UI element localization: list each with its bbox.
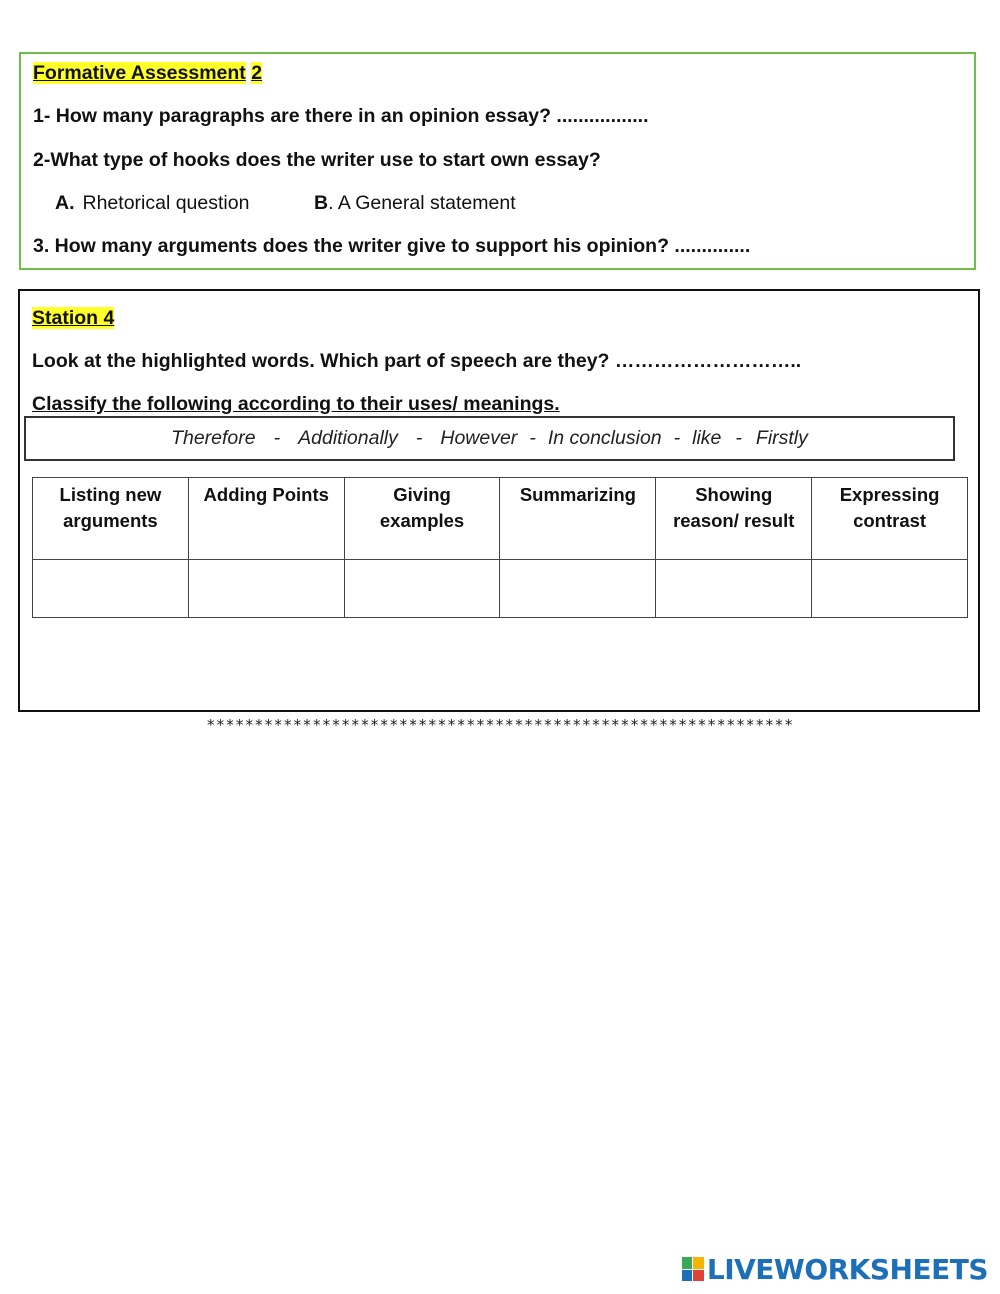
question-1: 1- How many paragraphs are there in an opinion essay? ................. xyxy=(33,105,649,127)
station-instruction-2: Classify the following according to their uses/ meanings. xyxy=(32,393,560,415)
word-item[interactable]: In conclusion xyxy=(547,427,662,449)
word-item[interactable]: Firstly xyxy=(755,427,808,449)
classification-table xyxy=(32,477,968,618)
option-a-text: Rhetorical question xyxy=(82,192,250,214)
answer-cell-listing[interactable] xyxy=(33,560,189,618)
option-a[interactable] xyxy=(55,192,249,215)
header-listing: Listing new arguments xyxy=(33,478,189,560)
word-separator: - xyxy=(415,427,423,449)
station-title-text: Station 4 xyxy=(32,307,115,329)
option-b[interactable] xyxy=(314,192,516,215)
liveworksheets-logo xyxy=(682,1252,988,1286)
table-header-row xyxy=(33,478,968,560)
answer-cell-giving[interactable] xyxy=(344,560,500,618)
star-divider: ************************************************************* xyxy=(206,716,794,734)
station-4-box xyxy=(18,289,980,712)
formative-title-text: Formative Assessment xyxy=(33,62,246,84)
answer-cell-summarizing[interactable] xyxy=(500,560,656,618)
answer-cell-showing[interactable] xyxy=(656,560,812,618)
word-separator: - xyxy=(673,427,681,449)
word-item[interactable]: like xyxy=(692,427,722,449)
option-b-text: . A General statement xyxy=(328,192,516,214)
header-adding: Adding Points xyxy=(188,478,344,560)
logo-mark-icon xyxy=(682,1257,704,1281)
formative-title-number: 2 xyxy=(251,62,263,84)
answer-cell-expressing[interactable] xyxy=(812,560,968,618)
formative-assessment-box xyxy=(19,52,976,270)
word-item[interactable]: However xyxy=(440,427,518,449)
word-separator: - xyxy=(529,427,536,449)
header-expressing: Expressing contrast xyxy=(812,478,968,560)
option-a-letter: A. xyxy=(55,192,75,214)
logo-text: LIVEWORKSHEETS xyxy=(706,1252,988,1286)
word-separator: - xyxy=(273,427,281,449)
question-3: 3. How many arguments does the writer give to support his opinion? .............. xyxy=(33,235,751,257)
word-item[interactable]: Additionally xyxy=(298,427,398,449)
question-2: 2-What type of hooks does the writer use to start own essay? xyxy=(33,149,601,171)
word-bank xyxy=(24,416,955,461)
option-b-letter: B xyxy=(314,192,329,214)
header-giving: Giving examples xyxy=(344,478,500,560)
word-separator: - xyxy=(735,427,742,449)
answer-cell-adding[interactable] xyxy=(188,560,344,618)
header-showing: Showing reason/ result xyxy=(656,478,812,560)
formative-title xyxy=(33,62,262,85)
station-instruction-1: Look at the highlighted words. Which part of speech are they? ……………………….. xyxy=(32,350,802,372)
word-item[interactable]: Therefore xyxy=(171,427,256,449)
answer-row xyxy=(33,560,968,618)
header-summarizing: Summarizing xyxy=(500,478,656,560)
station-title xyxy=(32,307,114,330)
